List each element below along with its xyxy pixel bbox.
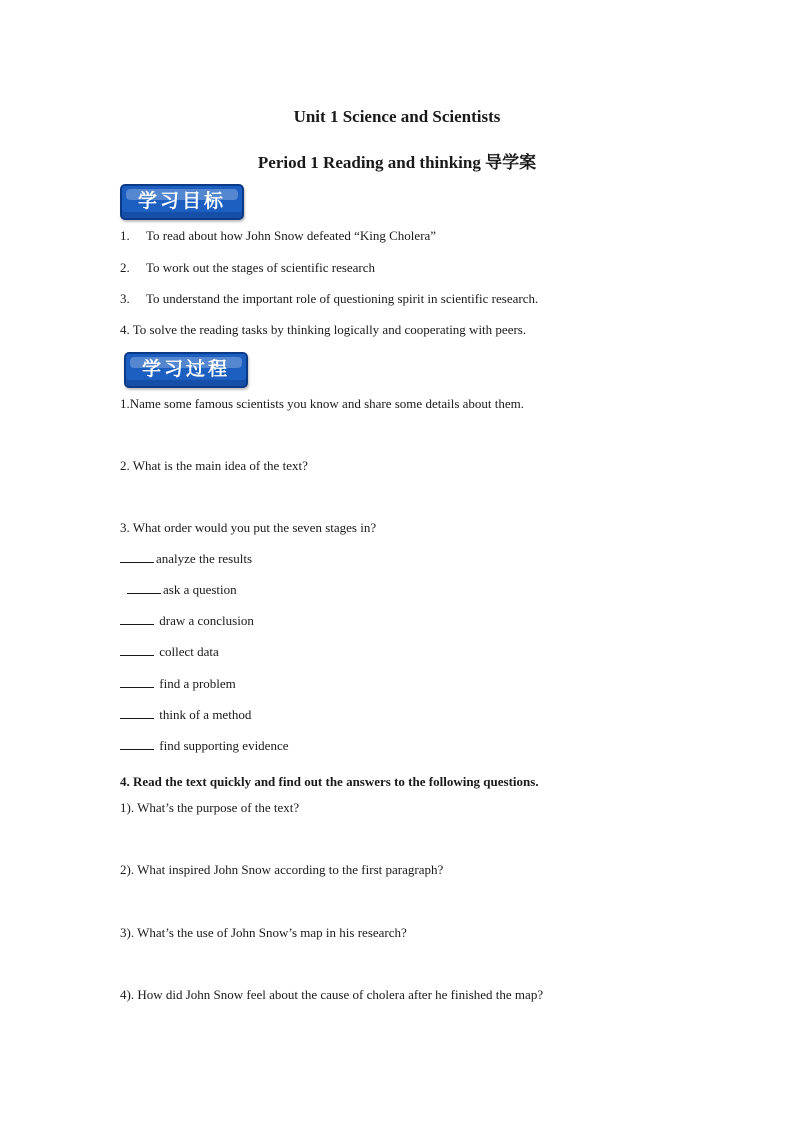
- goal-item: [120, 260, 375, 276]
- goal-number: 1.: [120, 228, 130, 243]
- goal-item: [120, 322, 526, 338]
- stage-text: ask a question: [163, 582, 237, 597]
- sub-question: 2). What inspired John Snow according to the first paragraph?: [120, 862, 444, 877]
- stage-item: [120, 738, 289, 754]
- sub-question: 3). What’s the use of John Snow’s map in his research?: [120, 925, 407, 940]
- goal-number: 3.: [120, 291, 130, 306]
- page-title: Unit 1 Science and Scientists: [293, 107, 501, 126]
- goal-item: [120, 291, 538, 307]
- process-badge-label: 学习过程: [141, 358, 230, 380]
- stage-text: think of a method: [159, 707, 252, 722]
- goal-text: 4. To solve the reading tasks by thinking logically and cooperating with peers.: [120, 322, 527, 337]
- stage-item: [120, 707, 251, 723]
- question-3: 3. What order would you put the seven stages in?: [120, 520, 377, 535]
- stage-text: find supporting evidence: [159, 738, 289, 753]
- goals-badge: [120, 184, 244, 220]
- stage-item: [120, 613, 254, 629]
- goal-text: To understand the important role of questioning spirit in scientific research.: [146, 291, 539, 306]
- stage-text: draw a conclusion: [159, 613, 254, 628]
- stage-text: analyze the results: [156, 551, 253, 566]
- stage-item: [120, 551, 252, 567]
- answer-blank[interactable]: [120, 738, 154, 750]
- sub-question: 4). How did John Snow feel about the cause of cholera after he finished the map?: [120, 987, 544, 1002]
- sub-question: 1). What’s the purpose of the text?: [120, 800, 300, 815]
- stage-text: find a problem: [159, 676, 236, 691]
- answer-blank[interactable]: [120, 613, 154, 625]
- answer-blank[interactable]: [120, 707, 154, 719]
- goal-text: To work out the stages of scientific research: [146, 260, 376, 275]
- question-2: 2. What is the main idea of the text?: [120, 458, 308, 473]
- question-1: 1.Name some famous scientists you know and share some details about them.: [120, 396, 525, 411]
- stage-item: [120, 644, 219, 660]
- answer-blank[interactable]: [120, 551, 154, 563]
- page-subtitle: Period 1 Reading and thinking 导学案: [257, 153, 537, 172]
- goal-text: To read about how John Snow defeated “King Cholera”: [146, 228, 437, 243]
- stage-item: [120, 676, 236, 692]
- goal-item: [120, 228, 436, 244]
- answer-blank[interactable]: [120, 644, 154, 656]
- stage-text: collect data: [159, 644, 219, 659]
- goals-badge-label: 学习目标: [137, 190, 226, 212]
- stage-item: [127, 582, 237, 598]
- goal-number: 2.: [120, 260, 130, 275]
- answer-blank[interactable]: [127, 582, 161, 594]
- process-badge: [124, 352, 248, 388]
- question-4: 4. Read the text quickly and find out the answers to the following questions.: [120, 774, 539, 789]
- answer-blank[interactable]: [120, 676, 154, 688]
